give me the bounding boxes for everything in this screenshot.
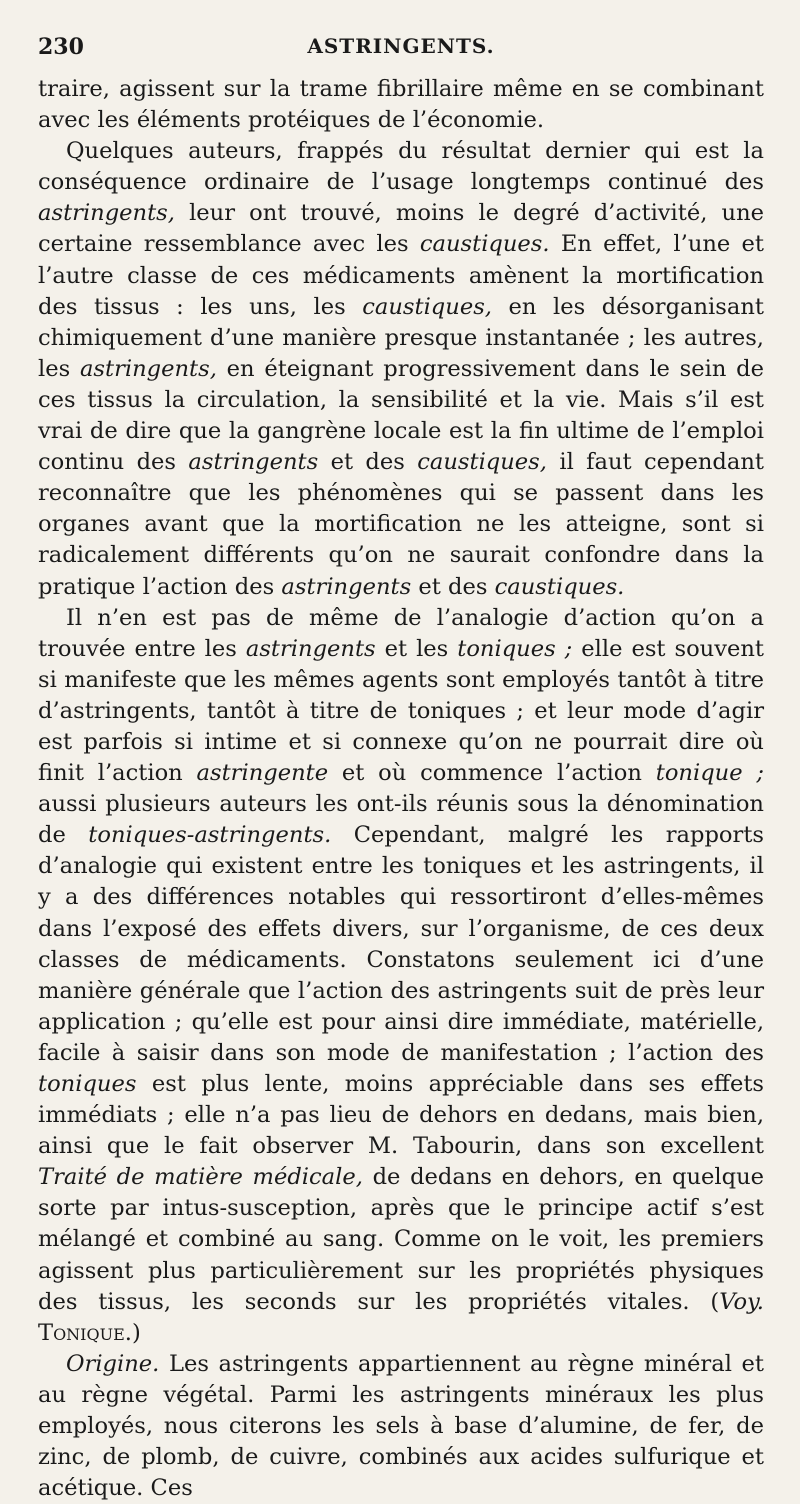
- italic-run: astringents,: [79, 355, 217, 382]
- italic-run: astringents: [281, 573, 412, 600]
- body-text: [38, 74, 764, 1504]
- text-run: est plus lente, moins appréciable dans ses effets immédiats ; elle n’a pas lieu de dehors en dedans, mais bien, ainsi que le fait observer M. Tabourin, dans son excellent: [38, 1071, 764, 1160]
- italic-run: tonique ;: [655, 760, 765, 787]
- italic-run: Origine.: [66, 1350, 160, 1377]
- text-run: En effet, l’une et l’autre classe de ces médicaments amènent la mortification des tissus : les uns, les: [38, 231, 764, 320]
- italic-run: toniques ;: [457, 635, 573, 662]
- italic-run: astringents,: [38, 200, 175, 227]
- text-run: leur ont trouvé, moins le degré d’activité, une certaine ressemblance avec les: [38, 200, 764, 258]
- page-number: 230: [38, 34, 84, 60]
- text-run: il faut cependant reconnaître que les phénomènes qui se passent dans les organes avant que la mortification ne les atteigne, sont si radicalement différents qu’on ne saurait confondre dans la pratique l’action des: [38, 449, 764, 600]
- italic-run: Traité de matière médicale,: [38, 1164, 363, 1191]
- text-run: Cependant, malgré les rapports d’analogie qui existent entre les toniques et les astringents, il y a des différences notables qui ressortiront d’elles-mêmes dans l’exposé des effets divers, sur l’organisme, de ces deux classes de médicaments. Constatons seulement ici d’une manière générale que l’action des astringents suit de près leur application ; qu’elle est pour ainsi dire immédiate, matérielle, facile à saisir dans son mode de manifestation ; l’action des: [38, 822, 764, 1066]
- text-run: et où commence l’action: [328, 760, 656, 787]
- italic-run: Voy.: [719, 1288, 764, 1315]
- text-run: aussi plusieurs auteurs les ont-ils réunis sous la dénomination de: [38, 791, 764, 849]
- italic-run: astringents: [188, 449, 319, 476]
- paragraph: [38, 74, 764, 136]
- paragraph: [38, 136, 764, 602]
- text-run: traire, agissent sur la trame fibrillaire même en se combinant avec les éléments protéiques de l’économie.: [38, 76, 764, 134]
- text-run: Quelques auteurs, frappés du résultat dernier qui est la conséquence ordinaire de l’usage longtemps continué des: [38, 138, 764, 196]
- italic-run: caustiques,: [362, 293, 492, 320]
- text-run: Les astringents appartiennent au règne minéral et au règne végétal. Parmi les astringents minéraux les plus employés, nous citerons les sels à base d’alumine, de fer, de zinc, de plomb, de cuivre, combinés aux acides sulfurique et acétique. Ces: [38, 1350, 764, 1502]
- page-header: [38, 30, 764, 74]
- text-run: et des: [318, 449, 418, 476]
- italic-run: caustiques,: [417, 449, 547, 476]
- paragraph: [38, 1349, 764, 1504]
- italic-run: toniques: [38, 1071, 137, 1097]
- italic-run: astringente: [196, 760, 329, 787]
- text-run: et des: [411, 573, 495, 600]
- small-caps-run: Tonique.: [38, 1319, 132, 1346]
- text-run: de dedans en dehors, en quelque sorte par intus-susception, après que le principe actif s’est mélangé et combiné au sang. Comme on le voit, les premiers agissent plus particulièrement sur les propriétés physiques des tissus, les seconds sur les propriétés vitales. (: [38, 1164, 764, 1315]
- italic-run: astringents: [245, 635, 376, 662]
- text-run: Il n’en est pas de même de l’analogie d’action qu’on a trouvée entre les: [38, 604, 764, 662]
- text-run: elle est souvent si manifeste que les mêmes agents sont employés tantôt à titre d’astringents, tantôt à titre de toniques ; et leur mode d’agir est parfois si intime et si connexe qu’on ne pourrait dire où finit l’action: [38, 635, 764, 787]
- paragraph: [38, 603, 764, 1349]
- italic-run: caustiques.: [494, 573, 625, 600]
- italic-run: caustiques.: [419, 231, 550, 258]
- italic-run: toniques-astringents.: [88, 822, 332, 849]
- running-head: ASTRINGENTS.: [307, 34, 495, 58]
- text-run: et les: [375, 635, 458, 662]
- text-run: en éteignant progressivement dans le sein de ces tissus la circulation, la sensibilité et la vie. Mais s’il est vrai de dire que la gangrène locale est la fin ultime de l’emploi continu des: [38, 355, 765, 476]
- text-run: en les désorganisant chimiquement d’une manière presque instantanée ; les autres, les: [38, 293, 764, 382]
- text-run: ): [131, 1319, 141, 1346]
